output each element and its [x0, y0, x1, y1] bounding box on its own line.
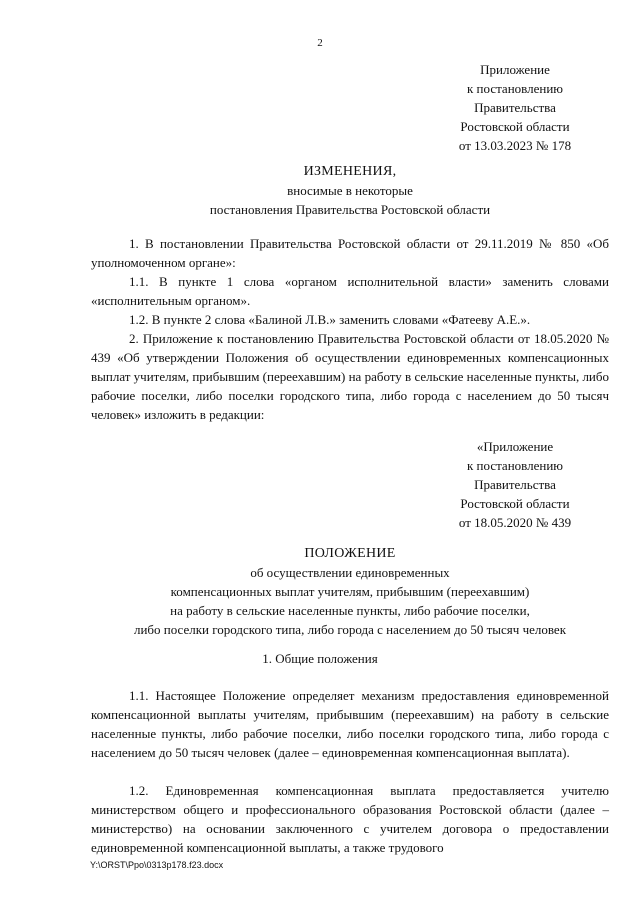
appendix-inner-line: Правительства — [474, 477, 556, 492]
regulation-title: ПОЛОЖЕНИЕ — [304, 546, 396, 561]
changes-header — [60, 162, 640, 219]
appendix-inner — [440, 437, 590, 532]
appendix-top-line: к постановлению — [466, 81, 564, 96]
appendix-top-line: Правительства — [474, 100, 556, 115]
section1-paragraph-1-2: 1.2. Единовременная компенсационная выплата предоставляется учителю министерством общего и профессионального образования Ростовской области (далее – министерство) на основании заключенного с учителем договора о предоставлении единовременной компенсационной выплаты, а также трудового — [91, 783, 609, 855]
section1-paragraph-1-1: 1.1. Настоящее Положение определяет механизм предоставления единовременной компенсационной выплаты учителям, прибывшим (переехавшим) на работу в сельские населенные пункты, либо рабочие поселки, либо поселки городского типа, либо города с населением до 50 тысяч человек (далее – единовременная компенсационная выплата). — [91, 688, 609, 760]
appendix-top-line: от 13.03.2023 № 178 — [458, 138, 572, 153]
changes-subtitle-line: вносимые в некоторые — [287, 183, 413, 198]
paragraph-1: 1. В постановлении Правительства Ростовской области от 29.11.2019 № 850 «Об уполномоченном органе»: — [91, 236, 609, 270]
paragraph-1-2: 1.2. В пункте 2 слова «Балиной Л.В.» заменить словами «Фатееву А.Е.». — [129, 312, 531, 327]
regulation-subtitle-line: об осуществлении единовременных — [250, 565, 450, 580]
regulation-subtitle-line: на работу в сельские населенные пункты, либо рабочие поселки, — [170, 603, 530, 618]
appendix-top-line: Приложение — [480, 62, 550, 77]
paragraph-1-1: 1.1. В пункте 1 слова «органом исполнительной власти» заменить словами «исполнительным органом». — [91, 274, 609, 308]
changes-title: ИЗМЕНЕНИЯ, — [303, 164, 397, 179]
page-number: 2 — [317, 37, 323, 49]
regulation-subtitle-line: компенсационных выплат учителям, прибывшим (переехавшим) — [170, 584, 530, 599]
changes-subtitle-line: постановления Правительства Ростовской области — [209, 202, 491, 217]
appendix-top — [440, 60, 590, 155]
regulation-header — [60, 544, 640, 639]
appendix-top-line: Ростовской области — [460, 119, 570, 134]
regulation-subtitle-line: либо поселки городского типа, либо города с населением до 50 тысяч человек — [133, 622, 567, 637]
appendix-inner-line: Ростовской области — [460, 496, 570, 511]
appendix-inner-line: от 18.05.2020 № 439 — [458, 515, 572, 530]
section-heading: 1. Общие положения — [262, 651, 378, 666]
footer-file-path: Y:\ORST\Ppo\0313p178.f23.docx — [90, 860, 224, 870]
appendix-inner-line: «Приложение — [476, 439, 554, 454]
appendix-inner-line: к постановлению — [466, 458, 564, 473]
paragraph-2: 2. Приложение к постановлению Правительства Ростовской области от 18.05.2020 № 439 «Об утверждении Положения об осуществлении единовременных компенсационных выплат учителям, прибывшим (переехавшим) на работу в сельские населенные пункты, либо рабочие поселки, либо поселки городского типа, либо города с населением до 50 тысяч человек» изложить в редакции: — [91, 331, 610, 422]
